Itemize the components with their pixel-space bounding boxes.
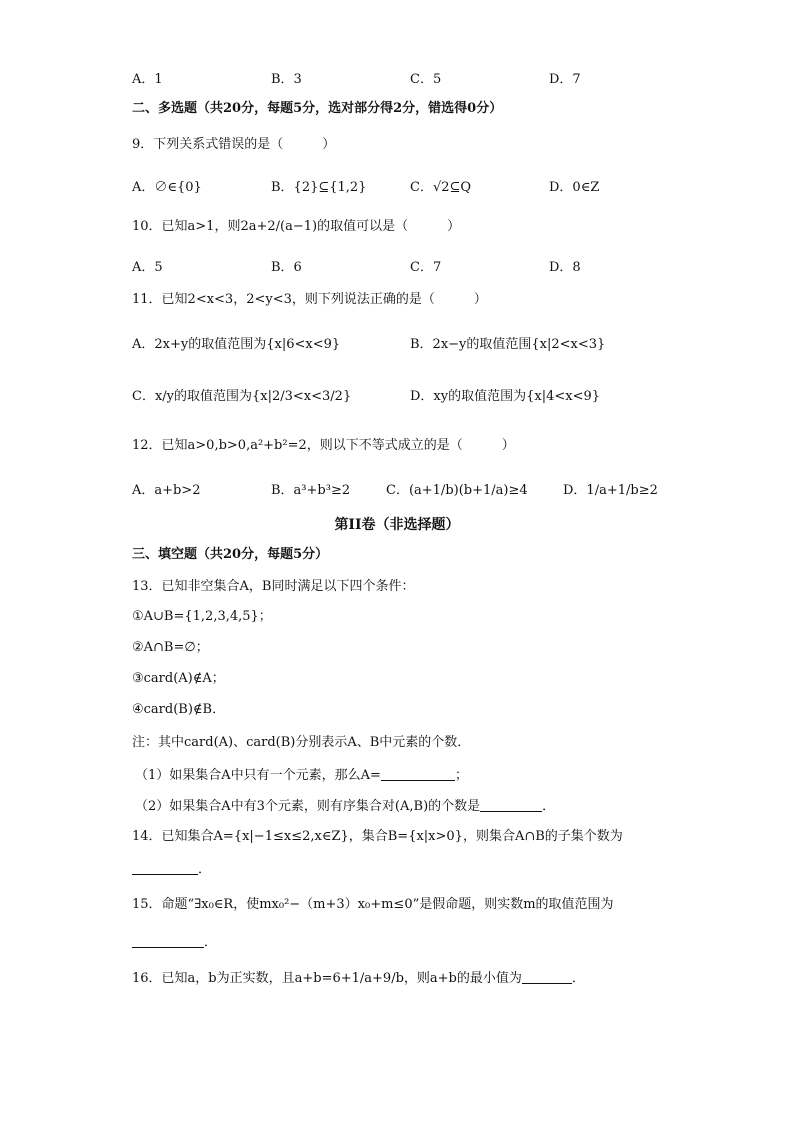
q8-option-d: D．7: [549, 72, 581, 87]
section-heading-fill-in: 三、填空题（共20分，每题5分）: [132, 547, 329, 562]
q10-option-b: B．6: [271, 260, 302, 275]
q9-option-c: C．√2⊆Q: [410, 180, 472, 195]
q13-sub2-end: ．: [542, 799, 556, 814]
q10-stem: 10．已知a>1，则2a+2/(a−1)的取值可以是（ ）: [132, 219, 461, 234]
q14-end: ．: [198, 862, 212, 877]
q14-answer-line: [132, 860, 734, 879]
q13-subquestion-1: [135, 766, 734, 785]
q16-end: ．: [571, 971, 585, 986]
q13-condition-3: ③card(A)∉A；: [132, 671, 225, 686]
q9-option-a: A．∅∈{0}: [132, 180, 202, 195]
q8-option-c: C．5: [410, 72, 442, 87]
q12-option-b: B．a³+b³≥2: [271, 483, 351, 498]
q11-option-a: A．2x+y的取值范围为{x|6<x<9}: [132, 337, 341, 352]
q13-condition-1: ①A∪B={1,2,3,4,5}；: [132, 609, 272, 624]
q9-stem: 9．下列关系式错误的是（ ）: [132, 137, 336, 152]
q11-option-d: D．xy的取值范围为{x|4<x<9}: [410, 389, 601, 404]
q9-option-b: B．{2}⊆{1,2}: [271, 180, 367, 195]
section-heading-multiple-choice: 二、多选题（共20分，每题5分，选对部分得2分，错选得0分）: [132, 101, 503, 116]
q13-sub2-answer-blank[interactable]: [480, 797, 542, 812]
q16-stem: 16．已知a，b为正实数，且a+b=6+1/a+9/b，则a+b的最小值为: [132, 971, 522, 986]
q10-option-d: D．8: [549, 260, 581, 275]
q15-answer-line: [132, 933, 734, 952]
q14-stem: 14．已知集合A={x|−1≤x≤2,x∈Z}，集合B={x|x>0}，则集合A∩B的子集个数为: [132, 829, 623, 844]
q10-option-a: A．5: [132, 260, 163, 275]
q11-stem: 11．已知2<x<3，2<y<3，则下列说法正确的是（ ）: [132, 292, 487, 307]
q15-end: ．: [204, 935, 218, 950]
q13-condition-2: ②A∩B=∅；: [132, 640, 209, 655]
q9-option-d: D．0∈Z: [549, 180, 600, 195]
q16-answer-blank[interactable]: [522, 969, 572, 984]
q15-answer-blank[interactable]: [132, 933, 204, 948]
q13-stem: 13．已知非空集合A，B同时满足以下四个条件：: [132, 579, 415, 594]
q8-option-b: B．3: [271, 72, 302, 87]
q12-option-a: A．a+b>2: [132, 483, 201, 498]
q12-option-c: C．(a+1/b)(b+1/a)≥4: [386, 483, 528, 498]
part-two-title: 第II卷（非选择题）: [334, 517, 460, 533]
q11-option-b: B．2x−y的取值范围{x|2<x<3}: [410, 337, 606, 352]
q13-condition-4: ④card(B)∉B．: [132, 702, 226, 717]
q16-stem-line: [132, 969, 734, 988]
q13-subquestion-2: [135, 797, 734, 816]
q13-sub1-end: ；: [454, 768, 468, 783]
q15-stem: 15．命题“∃x₀∈R，使mx₀²−（m+3）x₀+m≤0”是假命题，则实数m的取值范围为: [132, 897, 614, 912]
q12-option-d: D．1/a+1/b≥2: [563, 483, 658, 498]
q11-option-c: C．x/y的取值范围为{x|2/3<x<3/2}: [132, 389, 352, 404]
q13-sub1-answer-blank[interactable]: [381, 766, 455, 781]
q14-answer-blank[interactable]: [132, 860, 198, 875]
q13-sub1-text: （1）如果集合A中只有一个元素，那么A=: [135, 768, 381, 783]
q13-note: 注：其中card(A)、card(B)分别表示A、B中元素的个数．: [132, 735, 471, 750]
q12-stem: 12．已知a>0,b>0,a²+b²=2，则以下不等式成立的是（ ）: [132, 438, 515, 453]
q10-option-c: C．7: [410, 260, 442, 275]
q13-sub2-text: （2）如果集合A中有3个元素，则有序集合对(A,B)的个数是: [135, 799, 481, 814]
q8-option-a: A．1: [132, 72, 163, 87]
